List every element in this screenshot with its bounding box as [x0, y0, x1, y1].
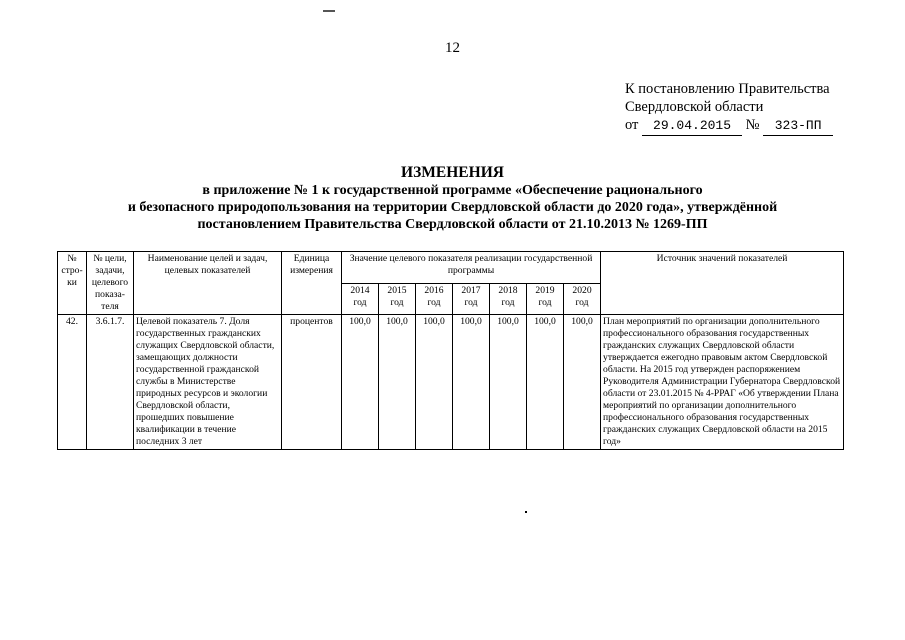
- cell-unit: процентов: [282, 315, 342, 450]
- header-year: 2015 год: [379, 283, 416, 315]
- from-label: от: [625, 117, 639, 133]
- number-label: №: [745, 117, 760, 133]
- decree-date: 29.04.2015: [642, 117, 742, 136]
- header-year: 2018 год: [490, 283, 527, 315]
- title-line-3: постановлением Правительства Свердловской области от 21.10.2013 № 1269-ПП: [197, 217, 708, 232]
- title-line-1: в приложение № 1 к государственной программе «Обеспечение рационального: [202, 183, 703, 198]
- scan-dot: [525, 511, 527, 513]
- header-unit: Единица измерения: [282, 252, 342, 315]
- title-main: ИЗМЕНЕНИЯ: [401, 164, 504, 181]
- scan-mark: [323, 10, 335, 12]
- cell-value-2016: 100,0: [416, 315, 453, 450]
- document-title: [0, 164, 905, 233]
- cell-name: Целевой показатель 7. Доля государственных гражданских служащих Свердловской области, замещающих должности государственной гражданской службы в Министерстве природных ресурсов и экологии Свердловской области, прошедших повышение квалификации в течение последних 3 лет: [134, 315, 282, 450]
- header-source: Источник значений показателей: [601, 252, 844, 315]
- header-year: 2019 год: [527, 283, 564, 315]
- cell-value-2014: 100,0: [342, 315, 379, 450]
- cell-source: План мероприятий по организации дополнительного профессионального образования государственных гражданских служащих Свердловской области утверждается ежегодно правовым актом Свердловской области. На 2015 год утвержден распоряжением Руководителя Администрации Губернатора Свердловской области от 23.01.2015 № 4-РРАГ «Об утверждении Плана мероприятий по организации дополнительного профессионального образования государственных гражданских служащих Свердловской области на 2015 год»: [601, 315, 844, 450]
- header-year: 2014 год: [342, 283, 379, 315]
- header-year: 2017 год: [453, 283, 490, 315]
- header-year: 2016 год: [416, 283, 453, 315]
- header-year: 2020 год: [564, 283, 601, 315]
- reference-line-3: [625, 116, 833, 136]
- cell-value-2017: 100,0: [453, 315, 490, 450]
- reference-block: [625, 80, 833, 136]
- page-number: 12: [445, 40, 460, 56]
- cell-value-2018: 100,0: [490, 315, 527, 450]
- cell-value-2019: 100,0: [527, 315, 564, 450]
- decree-number: 323-ПП: [763, 117, 833, 136]
- header-values-group: Значение целевого показателя реализации государственной программы: [342, 252, 601, 284]
- cell-value-2020: 100,0: [564, 315, 601, 450]
- changes-table: [57, 251, 844, 450]
- cell-goal-no: 3.6.1.7.: [87, 315, 134, 450]
- header-name: Наименование целей и задач, целевых показателей: [134, 252, 282, 315]
- title-line-2: и безопасного природопользования на территории Свердловской области до 2020 года», утверждённой: [127, 200, 778, 215]
- header-goal-no: № цели, задачи, целевого показа- теля: [87, 252, 134, 315]
- table-row: [58, 315, 844, 450]
- table-header-row: [58, 252, 844, 284]
- reference-line-1: К постановлению Правительства: [625, 81, 830, 97]
- reference-line-2: Свердловской области: [625, 99, 764, 115]
- cell-value-2015: 100,0: [379, 315, 416, 450]
- cell-row-no: 42.: [58, 315, 87, 450]
- header-row-no: № стро- ки: [58, 252, 87, 315]
